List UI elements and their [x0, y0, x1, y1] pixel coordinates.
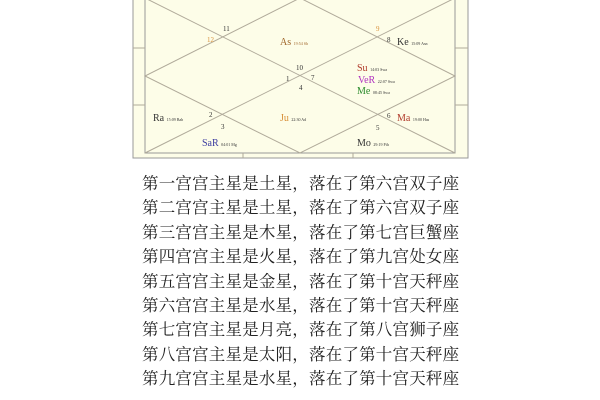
list-item: 第八宫宫主星是太阳，落在了第十宫天秤座 — [142, 344, 460, 364]
planet-ma: Ma 19:00 Has — [397, 113, 430, 124]
house-number: 4 — [299, 84, 303, 92]
house-number: 11 — [223, 25, 230, 33]
astrology-chart — [0, 0, 600, 165]
planet-ju: Ju 22:30 Ad — [280, 113, 307, 124]
list-item: 第三宫宫主星是木星，落在了第七宫巨蟹座 — [142, 222, 460, 242]
house-number: 7 — [311, 74, 315, 82]
house-number: 1 — [286, 75, 290, 83]
list-item: 第四宫宫主星是火星，落在了第九宫处女座 — [142, 247, 460, 267]
planet-ver: VeR 22:07 Swa — [358, 75, 395, 86]
house-lord-list — [142, 172, 472, 392]
house-number: 6 — [387, 112, 391, 120]
list-item: 第七宫宫主星是月亮，落在了第八宫狮子座 — [142, 320, 460, 340]
planet-su: Su 14:03 Swa — [357, 63, 388, 74]
planet-as: As 19:54 Sh — [280, 37, 308, 48]
planet-ke: Ke 15:09 Asn — [397, 37, 428, 48]
list-item: 第六宫宫主星是水星，落在了第十宫天秤座 — [142, 296, 460, 316]
list-item: 第九宫宫主星是水星，落在了第十宫天秤座 — [142, 369, 460, 389]
list-item: 第一宫宫主星是土星，落在了第六宫双子座 — [142, 174, 460, 193]
house-number: 8 — [387, 36, 391, 44]
planet-sar: SaR 04:01 Mg — [202, 138, 237, 149]
house-number: 9 — [376, 25, 380, 33]
house-number: 3 — [221, 123, 225, 131]
house-number: 12 — [207, 36, 214, 44]
planet-ra: Ra 15:09 Bah — [153, 113, 184, 124]
list-item: 第二宫宫主星是土星，落在了第六宫双子座 — [142, 198, 460, 218]
house-number: 5 — [376, 124, 380, 132]
planet-me: Me 08:45 Swa — [357, 86, 390, 97]
house-number: 2 — [209, 111, 213, 119]
list-item: 第五宫宫主星是金星，落在了第十宫天秤座 — [142, 271, 460, 291]
planet-mo: Mo 29:19 Pih — [357, 138, 389, 149]
house-number: 10 — [296, 64, 303, 72]
